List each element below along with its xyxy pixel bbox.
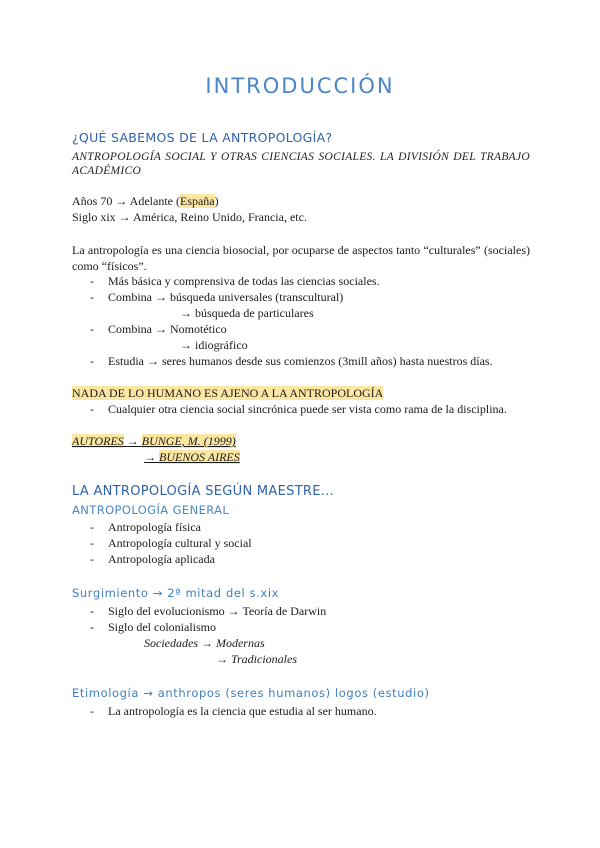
- line-tradicionales: → Tradicionales: [216, 652, 298, 666]
- bullet-estudia: Estudia → seres humanos desde sus comienzos (3mill años) hasta nuestros días.: [108, 354, 493, 368]
- author-place-arrow: →: [144, 450, 156, 464]
- section-subheading-division: ANTROPOLOGÍA SOCIAL Y OTRAS CIENCIAS SOCIALES. LA DIVISIÓN DEL TRABAJO ACADÉMICO: [72, 151, 530, 177]
- bullet-mas-basica: Más básica y comprensiva de todas las ciencias sociales.: [108, 274, 380, 288]
- bullet-dash: -: [90, 402, 94, 416]
- line-anos-70-prefix: Años 70 → Adelante (: [72, 194, 180, 208]
- page-title: INTRODUCCIÓN: [205, 74, 395, 98]
- paragraph-biosocial: La antropología es una ciencia biosocial, por ocuparse de aspectos tanto “culturales” (sociales) como “físicos”.: [72, 243, 530, 273]
- author-place: BUENOS AIRES: [159, 450, 240, 464]
- authors-line: [72, 434, 236, 449]
- section-subheading-general: ANTROPOLOGÍA GENERAL: [72, 503, 230, 517]
- highlight-nada-humano-text: NADA DE LO HUMANO ES AJENO A LA ANTROPOLOGÍA: [72, 386, 384, 400]
- section-heading-surgimiento: Surgimiento → 2ª mitad del s.xix: [72, 586, 280, 600]
- bullet-dash: -: [90, 274, 94, 288]
- bullet-ciencia-ser-humano: La antropología es la ciencia que estudia al ser humano.: [108, 704, 377, 718]
- line-anos-70-suffix: ): [214, 194, 219, 208]
- section-heading-que-sabemos: ¿QUÉ SABEMOS DE LA ANTROPOLOGÍA?: [72, 130, 333, 145]
- continuation-idiografico: → idiográfico: [180, 338, 248, 352]
- continuation-particulares: → búsqueda de particulares: [180, 306, 314, 320]
- line-siglo-xix: Siglo xix → América, Reino Unido, Francia, etc.: [72, 210, 307, 224]
- authors-arrow: →: [126, 434, 139, 448]
- section-heading-etimologia: Etimología → anthropos (seres humanos) logos (estudio): [72, 686, 430, 700]
- bullet-dash: -: [90, 704, 94, 718]
- bullet-evolucionismo: Siglo del evolucionismo → Teoría de Darwin: [108, 604, 327, 618]
- bullet-dash: -: [90, 604, 94, 618]
- bullet-dash: -: [90, 620, 94, 634]
- bullet-dash: -: [90, 552, 94, 566]
- highlight-espana: España: [179, 194, 215, 208]
- bullet-cultural-social: Antropología cultural y social: [108, 536, 252, 550]
- authors-label: AUTORES: [72, 434, 124, 448]
- bullet-aplicada: Antropología aplicada: [108, 552, 215, 566]
- bullet-dash: -: [90, 322, 94, 336]
- bullet-dash: -: [90, 354, 94, 368]
- author-place-line: [144, 450, 240, 465]
- bullet-fisica: Antropología física: [108, 520, 201, 534]
- section-heading-maestre: LA ANTROPOLOGÍA SEGÚN MAESTRE…: [72, 484, 335, 499]
- bullet-colonialismo: Siglo del colonialismo: [108, 620, 216, 634]
- bullet-combina-nomotetico: Combina → Nomotético: [108, 322, 227, 336]
- bullet-combina-universales: Combina → búsqueda universales (transcultural): [108, 290, 344, 304]
- line-sociedades: Sociedades → Modernas: [144, 636, 265, 650]
- bullet-dash: -: [90, 290, 94, 304]
- author-reference: BUNGE, M. (1999): [141, 434, 236, 448]
- bullet-dash: -: [90, 536, 94, 550]
- bullet-dash: -: [90, 520, 94, 534]
- highlight-line-nada-humano: [72, 386, 383, 401]
- line-anos-70: [72, 194, 219, 209]
- bullet-ciencia-sincronica: Cualquier otra ciencia social sincrónica puede ser vista como rama de la disciplina.: [108, 402, 507, 416]
